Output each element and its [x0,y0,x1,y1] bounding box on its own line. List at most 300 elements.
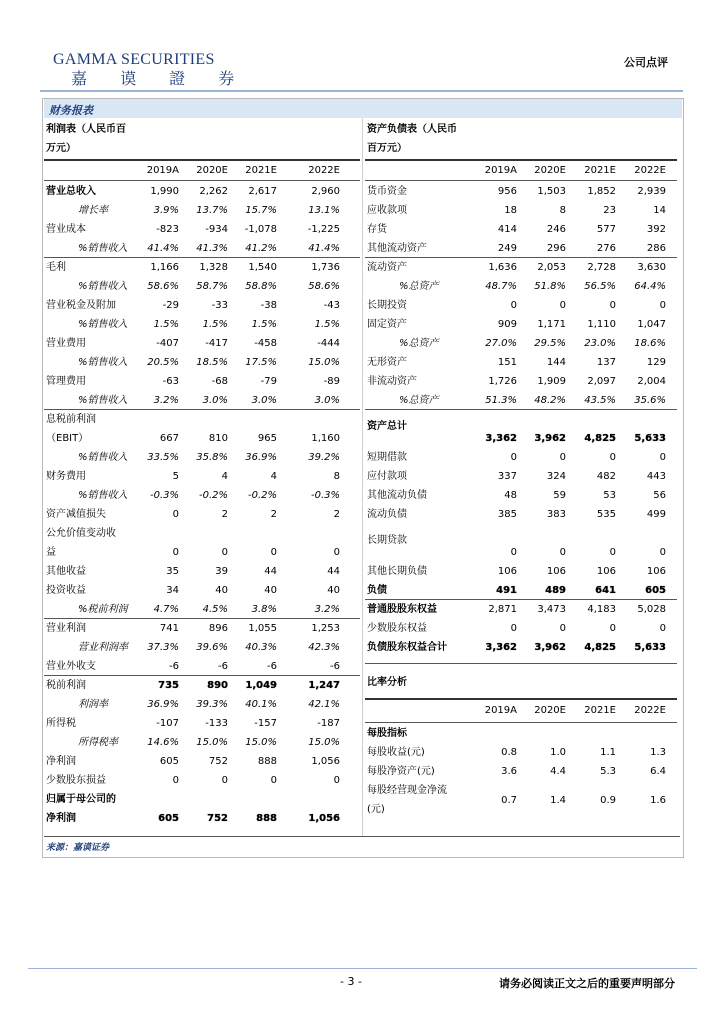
row-value: 4.4 [550,766,566,777]
row-label: %销售收入 [78,319,128,330]
income-row [44,771,360,790]
row-value: -68 [211,376,228,387]
row-value: -823 [156,224,179,235]
row-value: 2,728 [587,262,616,273]
row-value: 15.0% [196,737,228,748]
row-value: -0.2% [247,490,277,501]
row-label: 营业成本 [46,224,86,235]
row-value: -187 [317,718,340,729]
row-label: 所得税率 [78,737,118,748]
row-label: 营业总收入 [46,186,96,197]
balance-row [365,600,677,619]
row-label: 应付款项 [367,471,407,482]
row-value: 5 [172,471,179,482]
income-row [44,410,360,429]
row-value: 3.9% [153,205,179,216]
year-header: 2022E [634,165,666,176]
year-header-row [365,161,677,180]
row-label-cont: (元) [367,804,385,815]
table-title: 利润表（人民币百 [46,124,126,135]
year-header: 2022E [308,165,340,176]
row-value [221,790,277,809]
balance-row [365,258,677,277]
row-label: 普通股股东权益 [367,604,437,615]
row-value: 39.6% [196,642,228,653]
balance-row [365,619,677,638]
row-value [123,790,179,809]
row-value: -0.3% [149,490,179,501]
row-label: 每股收益(元) [367,747,425,758]
row-label: %销售收入 [78,281,128,292]
ratios-title-row [365,673,677,692]
balance-row [365,296,677,315]
row-value: 4,825 [584,433,616,444]
row-value: 15.0% [308,737,340,748]
row-value: 0 [172,775,179,786]
income-row [44,201,360,220]
row-value: -43 [323,300,340,311]
logo-chinese: 嘉 谟 證 券 [71,69,249,88]
balance-row [365,562,677,581]
row-value: 1,055 [248,623,277,634]
row-value: 909 [497,319,517,330]
row-value: 20.5% [147,357,179,368]
row-value: 6.4 [650,766,666,777]
row-label: 净利润 [46,813,76,824]
row-value: 18 [504,205,517,216]
balance-row [365,410,677,448]
row-value: 896 [208,623,228,634]
row-value: 1,047 [637,319,666,330]
row-value: 3,962 [534,433,566,444]
row-value: 3,362 [485,642,517,653]
row-value: 0.7 [501,795,517,806]
balance-row [365,505,677,524]
row-value: 35.6% [634,395,666,406]
row-value: 44 [264,566,277,577]
ratios-row [365,743,677,762]
income-row [44,220,360,239]
row-value: 4 [270,471,277,482]
balance-row [365,201,677,220]
row-value: 17.5% [245,357,277,368]
row-value: 8 [559,205,566,216]
column-divider [362,118,363,836]
row-label: 每股经营现金净流 [367,785,447,796]
row-value: 34 [166,585,179,596]
row-value [172,790,228,809]
row-value: -0.3% [310,490,340,501]
row-value: 15.0% [308,357,340,368]
balance-row [365,277,677,296]
income-row [44,258,360,277]
row-value: 810 [208,433,228,444]
row-value: 1,171 [537,319,566,330]
row-value: 385 [497,509,517,520]
row-value: 0 [172,547,179,558]
row-value: 48.2% [534,395,566,406]
row-value: 1,056 [311,756,340,767]
income-row [44,467,360,486]
row-value: 1,503 [537,186,566,197]
row-value: 1,056 [308,813,340,824]
row-label: 利润率 [78,699,108,710]
row-value: 2,097 [587,376,616,387]
row-value: 605 [159,756,179,767]
income-row [44,619,360,638]
row-value: 489 [545,585,566,596]
row-label: 其他流动资产 [367,243,427,254]
row-value: -6 [169,661,179,672]
income-row [44,448,360,467]
row-label: 净利润 [46,756,76,767]
row-value: 1,328 [199,262,228,273]
ratios-row [365,762,677,781]
row-value: 58.6% [147,281,179,292]
row-value: -6 [218,661,228,672]
ratios-subtitle: 每股指标 [367,728,407,739]
row-value: -407 [156,338,179,349]
row-value: 246 [546,224,566,235]
row-label: %销售收入 [78,452,128,463]
row-value: 249 [497,243,517,254]
row-rule [365,698,677,700]
row-label: 毛利 [46,262,66,273]
year-header: 2020E [534,705,566,716]
row-label: 财务费用 [46,471,86,482]
row-value: 1,636 [488,262,517,273]
row-value: 0 [333,547,340,558]
balance-row [365,372,677,391]
row-value: 56.5% [584,281,616,292]
row-value: 4,825 [584,642,616,653]
year-header: 2020E [196,165,228,176]
row-label: 税前利润 [46,680,86,691]
row-value: 40.1% [245,699,277,710]
row-value: 2,053 [537,262,566,273]
row-value: 324 [546,471,566,482]
row-value: 3,473 [537,604,566,615]
row-value: 888 [256,813,277,824]
row-value: 0 [609,452,616,463]
row-value: 2,262 [199,186,228,197]
row-value: 3.8% [251,604,277,615]
row-value: -6 [330,661,340,672]
row-value: 3.0% [314,395,340,406]
year-header: 2021E [584,165,616,176]
row-value: 0.9 [600,795,616,806]
row-value: 1.6 [650,795,666,806]
document-type: 公司点评 [624,56,668,69]
income-row [44,695,360,714]
row-value: 605 [645,585,666,596]
row-value: -79 [260,376,277,387]
row-value: 0 [559,300,566,311]
row-value: 1,247 [308,680,340,691]
row-value: 41.2% [245,243,277,254]
income-row [44,676,360,695]
row-label: 其他流动负债 [367,490,427,501]
row-value: 641 [595,585,616,596]
row-label: 资产总计 [367,421,407,432]
row-rule [365,722,677,723]
row-label: 营业费用 [46,338,86,349]
row-label: 营业利润 [46,623,86,634]
row-label: %总资产 [399,395,439,406]
row-label: 少数股东损益 [46,775,106,786]
disclaimer: 请务必阅读正文之后的重要声明部分 [499,977,675,990]
balance-row [365,182,677,201]
row-label: 非流动资产 [367,376,417,387]
row-value: -6 [267,661,277,672]
year-header: 2021E [245,165,277,176]
row-value: 2 [270,509,277,520]
row-value: 296 [546,243,566,254]
row-value: 3,362 [485,433,517,444]
footer-divider [28,968,697,969]
row-value: 53 [603,490,616,501]
row-value: 35.8% [196,452,228,463]
row-value: 48.7% [485,281,517,292]
row-label: 公允价值变动收 [46,528,116,539]
row-label: 流动负债 [367,509,407,520]
row-value: -33 [211,300,228,311]
row-value: 8 [333,471,340,482]
row-value: 13.7% [196,205,228,216]
income-row [44,638,360,657]
row-value: 36.9% [245,452,277,463]
balance-row [365,334,677,353]
income-row [44,315,360,334]
income-row [44,277,360,296]
row-value: 888 [257,756,277,767]
income-row [44,239,360,258]
row-value: 4.7% [153,604,179,615]
row-rule [365,180,677,181]
year-header-row [44,161,360,180]
ratios-year-header-row [365,701,677,720]
logo-english: GAMMA SECURITIES [53,51,215,68]
row-value: 106 [646,566,666,577]
row-value: 37.3% [147,642,179,653]
row-label: 负债股东权益合计 [367,642,447,653]
income-row [44,809,360,828]
row-value: 5,633 [634,642,666,653]
row-value: 741 [159,623,179,634]
row-label: 长期贷款 [367,535,407,546]
row-label: 益 [46,547,56,558]
row-value: 1.4 [550,795,566,806]
row-value [284,524,340,543]
row-value: 42.3% [308,642,340,653]
row-value: -458 [254,338,277,349]
row-value: 41.3% [196,243,228,254]
row-value: 1,110 [587,319,616,330]
row-value: 3.2% [314,604,340,615]
row-value: 18.6% [634,338,666,349]
ratios-row [365,781,677,819]
table-title: 万元） [46,143,76,154]
row-value: 2,939 [637,186,666,197]
row-label: 固定资产 [367,319,407,330]
income-row [44,182,360,201]
company-logo [53,52,248,90]
row-value: 3.0% [202,395,228,406]
row-label: （EBIT） [46,433,89,444]
balance-row [365,220,677,239]
row-value: 2 [333,509,340,520]
income-row [44,543,360,562]
row-value: -417 [205,338,228,349]
row-value: -157 [254,718,277,729]
income-row [44,657,360,676]
row-value: 35 [166,566,179,577]
income-row [44,733,360,752]
row-value: 41.4% [147,243,179,254]
row-value: 106 [546,566,566,577]
row-value: 106 [596,566,616,577]
row-value: 337 [497,471,517,482]
row-value: 1,736 [311,262,340,273]
row-value: 499 [646,509,666,520]
row-value: 39.3% [196,699,228,710]
row-value: 667 [159,433,179,444]
row-value: -444 [317,338,340,349]
row-value: 535 [596,509,616,520]
row-label: 负债 [367,585,387,596]
row-value: 3,630 [637,262,666,273]
section-title-bar [44,99,682,118]
row-value: 392 [646,224,666,235]
row-label: 其他长期负债 [367,566,427,577]
row-value [172,524,228,543]
row-value: 4,183 [587,604,616,615]
row-label: 管理费用 [46,376,86,387]
row-value: 23.0% [584,338,616,349]
row-value: 15.7% [245,205,277,216]
row-value: 482 [596,471,616,482]
income-row [44,353,360,372]
row-value: 13.1% [308,205,340,216]
row-value: 0 [659,547,666,558]
row-label: 长期投资 [367,300,407,311]
table-title-line1 [44,120,360,139]
row-value: 0 [659,452,666,463]
row-value: 18.5% [196,357,228,368]
row-value: 577 [596,224,616,235]
row-value: 752 [207,813,228,824]
row-value: 0.8 [501,747,517,758]
balance-row [365,448,677,467]
year-header: 2022E [634,705,666,716]
row-value: 1.3 [650,747,666,758]
row-label: 所得税 [46,718,76,729]
table-title-line2 [44,139,360,158]
row-value: 23 [603,205,616,216]
row-value: 1,166 [150,262,179,273]
row-value: 605 [158,813,179,824]
row-value: 1,990 [150,186,179,197]
row-label: 无形资产 [367,357,407,368]
row-label: 流动资产 [367,262,407,273]
balance-row [365,524,677,562]
row-value: 0 [510,547,517,558]
row-value: 2,960 [311,186,340,197]
row-label: 少数股东权益 [367,623,427,634]
row-value: 51.3% [485,395,517,406]
table-title-line1 [365,120,677,139]
page-number: - 3 - [340,975,362,988]
row-label: 短期借款 [367,452,407,463]
row-value: 0 [221,775,228,786]
row-value: 40 [264,585,277,596]
row-label: 营业税金及附加 [46,300,116,311]
section-title: 财务报表 [49,104,93,117]
row-value: 40 [327,585,340,596]
row-value: 1,909 [537,376,566,387]
row-label: %销售收入 [78,490,128,501]
row-value: 1.5% [202,319,228,330]
row-value: 14 [653,205,666,216]
year-header: 2020E [534,165,566,176]
row-value [221,410,277,429]
income-row [44,524,360,543]
row-label: %总资产 [399,338,439,349]
row-value: 43.5% [584,395,616,406]
table-title: 百万元） [367,143,407,154]
ratios-title: 比率分析 [367,677,407,688]
row-value: 0 [270,547,277,558]
row-value [172,410,228,429]
row-value: 2,871 [488,604,517,615]
income-row [44,714,360,733]
row-value: 1.5% [251,319,277,330]
row-value: 1.5% [314,319,340,330]
balance-row [365,581,677,600]
row-label: 其他收益 [46,566,86,577]
row-value: 0 [659,300,666,311]
row-value: 414 [497,224,517,235]
row-value: 0 [333,775,340,786]
row-value: 58.6% [308,281,340,292]
row-value: 42.1% [308,699,340,710]
row-value: 5.3 [600,766,616,777]
row-value: 59 [553,490,566,501]
row-value: 14.6% [147,737,179,748]
row-value: 0 [510,452,517,463]
row-value: 36.9% [147,699,179,710]
income-row [44,486,360,505]
balance-row [365,638,677,657]
balance-row [365,315,677,334]
row-value: 58.7% [196,281,228,292]
row-value: 3.0% [251,395,277,406]
row-value: 29.5% [534,338,566,349]
row-value: -63 [162,376,179,387]
row-value: 151 [497,357,517,368]
row-value: 64.4% [634,281,666,292]
row-value: 1,160 [311,433,340,444]
row-value: 56 [653,490,666,501]
row-label: 每股净资产(元) [367,766,435,777]
row-value: 41.4% [308,243,340,254]
row-value: 1,540 [248,262,277,273]
row-value: 0 [510,300,517,311]
row-value: 2,004 [637,376,666,387]
row-value: 1,852 [587,186,616,197]
row-value [123,410,179,429]
row-value: 0 [609,623,616,634]
